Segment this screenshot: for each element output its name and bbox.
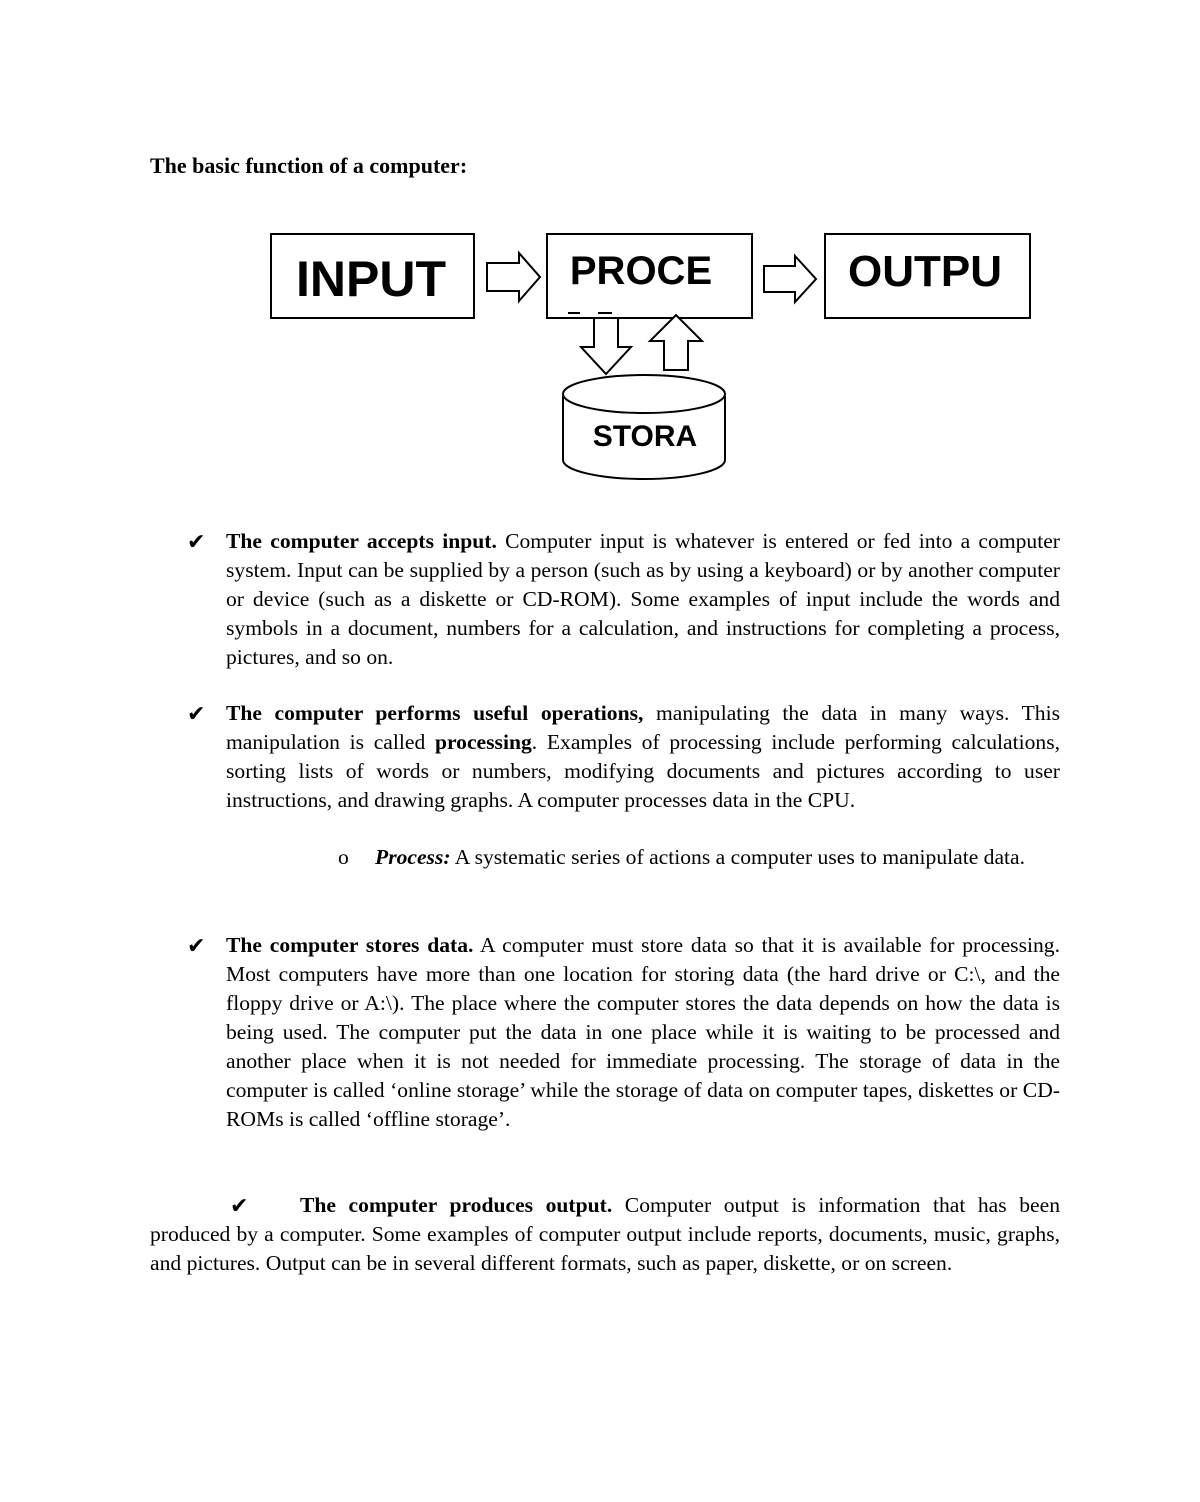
check-icon: ✔ [230,1193,249,1218]
computer-function-diagram [0,0,1200,520]
check-icon: ✔ [187,529,206,554]
section-performs-operations [226,699,1060,815]
storage-cylinder-top [563,375,725,413]
sub-text: A systematic series of actions a computer uses to manipulate data. [450,845,1026,869]
section-produces-output [150,1191,1060,1278]
arrow-storage-to-process [650,315,702,370]
check-icon: ✔ [187,701,206,726]
section-stores-data [226,931,1060,1134]
storage-label: STORA [592,420,698,453]
input-label: INPUT [296,251,446,307]
sub-definition-process [375,843,1060,872]
check-icon: ✔ [187,933,206,958]
output-label: OUTPU [848,247,1002,296]
section-text: . Examples of processing include performing calculations, sorting lists of words or numbers, modifying documents and pictures according to user instructions, and drawing graphs. A computer processes data in the CPU. [226,730,1060,812]
section-heading: The computer stores data. [226,933,474,957]
section-heading: The computer performs useful operations, [226,701,644,725]
section-heading: The computer produces output. [300,1193,613,1217]
arrow-process-to-storage [581,318,631,374]
section-text: manipulating the data in many ways. This manipulation is called [226,701,1060,754]
page-title: The basic function of a computer: [150,153,468,178]
arrow-input-to-process [487,253,540,301]
section-text: Computer output is information that has been produced by a computer. Some examples of computer output include reports, documents, music, graphs, and pictures. Output can be in several different formats, such as paper, diskette, or on screen. [150,1193,1060,1275]
arrow-process-to-output [764,256,816,302]
section-text: A computer must store data so that it is available for processing. Most computers have more than one location for storing data (the hard drive or C:\, and the floppy drive or A:\). The place where the computer stores the data depends on how the data is being used. The computer put the data in one place while it is waiting to be processed and another place when it is not needed for immediate processing. The storage of data in the computer is called ‘online storage’ while the storage of data on computer tapes, diskettes or CD-ROMs is called ‘offline storage’. [226,933,1060,1131]
section-accepts-input [226,527,1060,672]
section-emphasis: processing [434,730,532,754]
sub-bullet-marker: o [338,845,349,869]
section-heading: The computer accepts input. [226,529,497,553]
process-label: PROCE [569,249,713,293]
sub-term: Process: [375,845,451,869]
section-text: Computer input is whatever is entered or fed into a computer system. Input can be supplied by a person (such as by using a keyboard) or by another computer or device (such as a diskette or CD-ROM). Some examples of input include the words and symbols in a document, numbers for a calculation, and instructions for completing a process, pictures, and so on. [226,529,1060,669]
